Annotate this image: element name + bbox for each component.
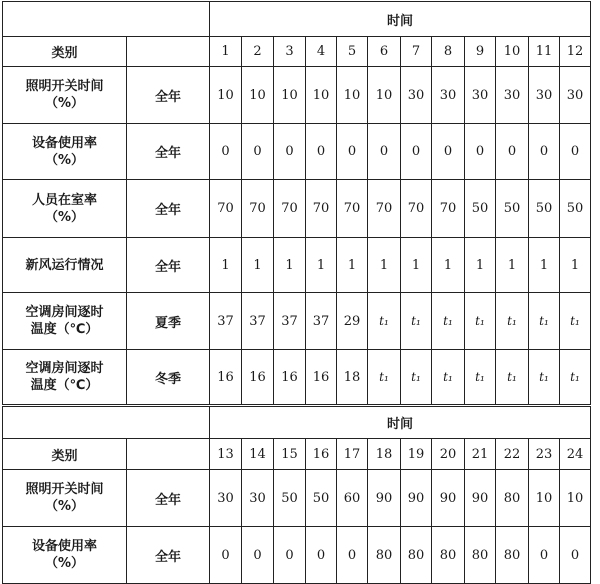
value-cell: 37	[210, 293, 242, 350]
value-cell: 1	[306, 238, 337, 293]
value-cell: t₁	[401, 350, 432, 406]
row-label-line2: 温度（℃）	[30, 378, 99, 393]
value-cell: 90	[465, 470, 496, 527]
value-cell: t₁	[560, 293, 591, 350]
value-cell: 80	[465, 527, 496, 584]
value-cell: 0	[210, 527, 242, 584]
value-cell: 0	[560, 527, 591, 584]
value-cell: 37	[274, 293, 306, 350]
table-row	[3, 293, 591, 350]
value-cell: 50	[306, 470, 337, 527]
hour-cell: 2	[242, 37, 274, 67]
hour-cell: 20	[432, 439, 465, 470]
corner-cell	[3, 2, 210, 37]
value-cell: 0	[465, 124, 496, 180]
time-header-row	[3, 406, 591, 439]
value-cell: 0	[242, 527, 274, 584]
hours-header-row	[3, 439, 591, 470]
value-cell: 60	[337, 470, 368, 527]
value-cell: 1	[368, 238, 401, 293]
value-cell: 0	[274, 527, 306, 584]
period-cell: 全年	[127, 527, 210, 584]
value-cell: 70	[210, 180, 242, 238]
value-cell: 0	[368, 124, 401, 180]
hour-cell: 10	[496, 37, 529, 67]
time-header: 时间	[210, 2, 591, 37]
hour-cell: 12	[560, 37, 591, 67]
value-cell: 0	[306, 527, 337, 584]
value-cell: 0	[337, 527, 368, 584]
value-cell: 0	[560, 124, 591, 180]
hour-cell: 24	[560, 439, 591, 470]
value-cell: 30	[242, 470, 274, 527]
hour-cell: 9	[465, 37, 496, 67]
value-cell: 30	[560, 67, 591, 124]
value-cell: 70	[274, 180, 306, 238]
row-label-line1: 空调房间逐时	[25, 361, 104, 376]
value-cell: 90	[368, 470, 401, 527]
row-label	[3, 470, 127, 527]
hour-cell: 16	[306, 439, 337, 470]
hour-cell: 19	[401, 439, 432, 470]
hour-cell: 18	[368, 439, 401, 470]
value-cell: 0	[337, 124, 368, 180]
value-cell: 37	[306, 293, 337, 350]
row-label	[3, 124, 127, 180]
value-cell: 29	[337, 293, 368, 350]
row-label-line2: （%）	[44, 499, 85, 514]
period-cell: 全年	[127, 67, 210, 124]
row-label	[3, 293, 127, 350]
value-cell: 50	[529, 180, 560, 238]
value-cell: 90	[401, 470, 432, 527]
hour-cell: 4	[306, 37, 337, 67]
value-cell: 0	[529, 527, 560, 584]
value-cell: 30	[432, 67, 465, 124]
time-header-row	[3, 2, 591, 37]
hour-cell: 15	[274, 439, 306, 470]
period-cell: 全年	[127, 238, 210, 293]
value-cell: 10	[337, 67, 368, 124]
value-cell: t₁	[496, 293, 529, 350]
row-label-line1: 人员在室率	[31, 192, 97, 208]
hour-cell: 17	[337, 439, 368, 470]
value-cell: 30	[401, 67, 432, 124]
hour-cell: 23	[529, 439, 560, 470]
value-cell: 0	[242, 124, 274, 180]
table-section-hours-13-24	[3, 406, 591, 584]
value-cell: 1	[560, 238, 591, 293]
value-cell: 50	[274, 470, 306, 527]
value-cell: t₁	[368, 350, 401, 406]
hour-cell: 22	[496, 439, 529, 470]
value-cell: t₁	[401, 293, 432, 350]
value-cell: 10	[274, 67, 306, 124]
hour-cell: 13	[210, 439, 242, 470]
value-cell: 90	[432, 470, 465, 527]
value-cell: 0	[529, 124, 560, 180]
value-cell: 70	[242, 180, 274, 238]
value-cell: t₁	[432, 293, 465, 350]
value-cell: 30	[465, 67, 496, 124]
row-label-line2: （%）	[44, 209, 85, 225]
value-cell: t₁	[465, 350, 496, 406]
time-header: 时间	[210, 406, 591, 439]
row-label-line2: （%）	[44, 556, 85, 571]
category-header: 类别	[3, 37, 127, 67]
value-cell: t₁	[560, 350, 591, 406]
value-cell: t₁	[529, 350, 560, 406]
value-cell: 0	[274, 124, 306, 180]
hour-cell: 21	[465, 439, 496, 470]
period-cell: 全年	[127, 470, 210, 527]
row-label-line1: 新风运行情况	[25, 257, 104, 273]
row-label-line2: （%）	[44, 96, 85, 111]
value-cell: 10	[306, 67, 337, 124]
schedule-table	[2, 1, 591, 584]
hour-cell: 6	[368, 37, 401, 67]
value-cell: 10	[368, 67, 401, 124]
row-label	[3, 67, 127, 124]
value-cell: 70	[432, 180, 465, 238]
category-header: 类别	[3, 439, 127, 470]
value-cell: 10	[242, 67, 274, 124]
period-cell: 全年	[127, 180, 210, 238]
value-cell: 1	[210, 238, 242, 293]
hour-cell: 7	[401, 37, 432, 67]
value-cell: t₁	[529, 293, 560, 350]
hour-cell: 5	[337, 37, 368, 67]
value-cell: 1	[242, 238, 274, 293]
row-label-line1: 空调房间逐时	[25, 305, 104, 320]
period-header-blank	[127, 37, 210, 67]
value-cell: 16	[306, 350, 337, 406]
value-cell: 10	[529, 470, 560, 527]
value-cell: 0	[432, 124, 465, 180]
corner-cell	[3, 406, 210, 439]
row-label-line1: 照明开关时间	[25, 79, 104, 94]
value-cell: t₁	[496, 350, 529, 406]
row-label-line1: 设备使用率	[31, 135, 97, 151]
value-cell: t₁	[368, 293, 401, 350]
value-cell: 50	[465, 180, 496, 238]
value-cell: 16	[274, 350, 306, 406]
period-cell: 全年	[127, 124, 210, 180]
value-cell: 18	[337, 350, 368, 406]
value-cell: 50	[496, 180, 529, 238]
row-label	[3, 238, 127, 293]
value-cell: 70	[401, 180, 432, 238]
value-cell: 0	[210, 124, 242, 180]
schedule-table-container	[2, 1, 591, 584]
table-row	[3, 470, 591, 527]
row-label	[3, 180, 127, 238]
hour-cell: 1	[210, 37, 242, 67]
table-section-hours-1-12	[3, 2, 591, 406]
value-cell: 1	[401, 238, 432, 293]
hour-cell: 8	[432, 37, 465, 67]
hour-cell: 3	[274, 37, 306, 67]
value-cell: 1	[529, 238, 560, 293]
value-cell: 16	[210, 350, 242, 406]
value-cell: 80	[496, 470, 529, 527]
row-label	[3, 350, 127, 406]
row-label-line2: （%）	[44, 152, 85, 168]
table-row	[3, 67, 591, 124]
value-cell: 70	[337, 180, 368, 238]
value-cell: t₁	[465, 293, 496, 350]
value-cell: 0	[306, 124, 337, 180]
row-label-line1: 设备使用率	[31, 539, 97, 554]
period-header-blank	[127, 439, 210, 470]
value-cell: 0	[401, 124, 432, 180]
value-cell: 1	[432, 238, 465, 293]
table-row	[3, 350, 591, 406]
value-cell: 10	[560, 470, 591, 527]
value-cell: 80	[401, 527, 432, 584]
value-cell: 30	[529, 67, 560, 124]
hour-cell: 14	[242, 439, 274, 470]
value-cell: 1	[337, 238, 368, 293]
table-row	[3, 527, 591, 584]
value-cell: 80	[368, 527, 401, 584]
value-cell: 80	[432, 527, 465, 584]
hour-cell: 11	[529, 37, 560, 67]
table-row	[3, 180, 591, 238]
value-cell: 10	[210, 67, 242, 124]
period-cell: 夏季	[127, 293, 210, 350]
table-row	[3, 238, 591, 293]
value-cell: 50	[560, 180, 591, 238]
value-cell: 16	[242, 350, 274, 406]
value-cell: 70	[368, 180, 401, 238]
value-cell: 30	[496, 67, 529, 124]
value-cell: 1	[496, 238, 529, 293]
value-cell: 37	[242, 293, 274, 350]
hours-header-row	[3, 37, 591, 67]
period-cell: 冬季	[127, 350, 210, 406]
value-cell: 1	[274, 238, 306, 293]
value-cell: 30	[210, 470, 242, 527]
row-label-line2: 温度（℃）	[30, 322, 99, 337]
row-label	[3, 527, 127, 584]
value-cell: 80	[496, 527, 529, 584]
value-cell: t₁	[432, 350, 465, 406]
value-cell: 0	[496, 124, 529, 180]
value-cell: 70	[306, 180, 337, 238]
table-row	[3, 124, 591, 180]
value-cell: 1	[465, 238, 496, 293]
row-label-line1: 照明开关时间	[25, 482, 104, 497]
